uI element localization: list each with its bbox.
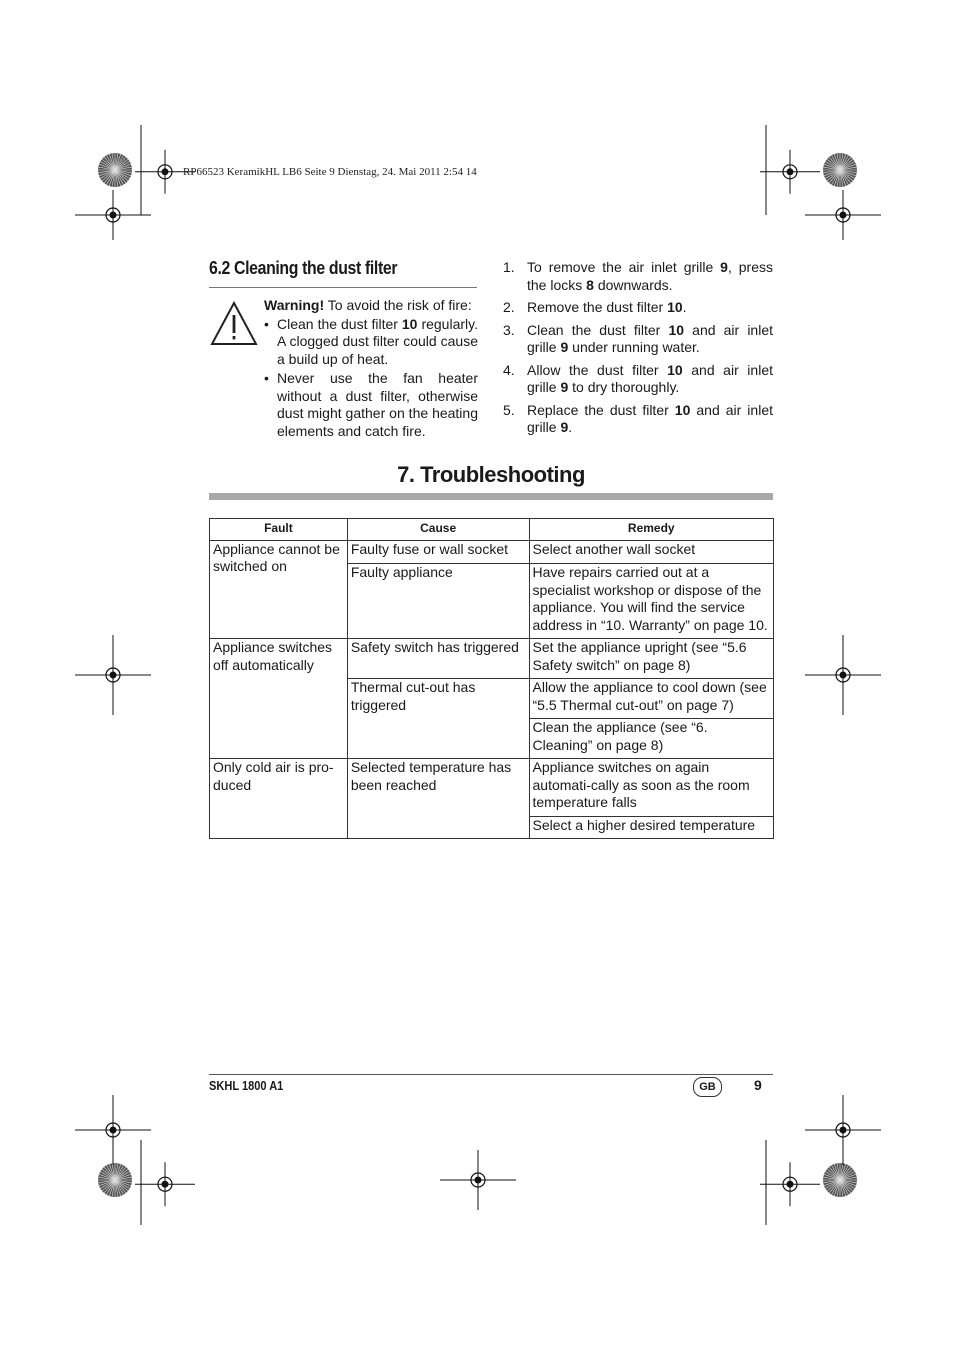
cause-cell: Thermal cut-out has triggered <box>347 679 529 759</box>
step-text: . <box>682 299 687 315</box>
crop-mark-bottom-center <box>440 1150 516 1210</box>
cause-cell: Safety switch has triggered <box>347 639 529 679</box>
rosette-mark-bottom-right <box>820 1160 860 1200</box>
cause-cell: Faulty appliance <box>347 564 529 639</box>
cause-cell: Selected temperature has been reached <box>347 759 529 839</box>
step-part-number: 9 <box>720 259 728 275</box>
step-number: 1. <box>503 259 515 275</box>
step-number: 2. <box>503 299 515 315</box>
step-part-number: 10 <box>667 361 683 378</box>
step-text: To remove the air inlet grille <box>527 259 721 275</box>
remedy-cell: Select a higher desired temperature <box>529 816 774 839</box>
step-text: Remove the dust filter <box>527 299 668 315</box>
bullet-text: Never use the fan heater without a dust filter, otherwise dust might gather on the heating elements and catch fire. <box>277 370 478 439</box>
remedy-cell: Select another wall socket <box>529 540 774 564</box>
step-part-number: 10 <box>667 299 683 315</box>
cleaning-step <box>503 402 773 437</box>
remedy-cell: Appliance switches on again automati-cally as soon as the room temperature falls <box>529 759 774 817</box>
warning-bullet <box>264 316 478 369</box>
language-badge: GB <box>693 1077 722 1097</box>
cleaning-step <box>503 299 773 317</box>
step-part-number: 10 <box>674 401 691 418</box>
remedy-cell: Clean the appliance (see “6. Cleaning” on page 8) <box>529 719 774 759</box>
step-number: 4. <box>503 361 515 378</box>
cleaning-steps-list <box>503 259 773 442</box>
bullet-text: Clean the dust filter <box>277 315 402 332</box>
cleaning-step <box>503 322 773 357</box>
crop-mark-left-lower <box>75 1095 151 1165</box>
fault-cell: Appliance switches off automatically <box>210 639 348 759</box>
section-divider <box>209 287 477 288</box>
rosette-mark-bottom-left <box>95 1160 135 1200</box>
step-part-number: 9 <box>560 379 569 395</box>
fault-cell: Only cold air is pro-duced <box>210 759 348 839</box>
warning-bullet <box>264 370 478 440</box>
warning-text: To avoid the risk of fire: <box>324 297 472 313</box>
crop-mark-right-upper <box>805 190 881 240</box>
fault-cell: Appliance cannot be switched on <box>210 540 348 639</box>
crop-mark-left-upper <box>75 190 151 240</box>
cleaning-step <box>503 362 773 397</box>
step-part-number: 9 <box>560 419 569 435</box>
rosette-mark-top-right <box>820 150 860 190</box>
troubleshooting-title: 7. Troubleshooting <box>397 462 585 487</box>
column-header-fault: Fault <box>210 519 348 541</box>
step-text: downwards. <box>593 276 673 293</box>
step-text: and air inlet grille <box>527 401 773 435</box>
step-part-number: 10 <box>668 321 685 338</box>
bullet-part-number: 10 <box>401 315 418 332</box>
table-header-row <box>210 519 774 541</box>
warning-block <box>264 297 478 442</box>
troubleshooting-table <box>209 518 774 839</box>
footer-divider <box>209 1074 773 1075</box>
table-row <box>210 639 774 679</box>
column-header-cause: Cause <box>347 519 529 541</box>
step-number: 3. <box>503 321 515 338</box>
cleaning-step <box>503 259 773 294</box>
warning-triangle-icon <box>210 300 258 346</box>
crop-mark-left-middle <box>75 635 151 715</box>
cause-cell: Faulty fuse or wall socket <box>347 540 529 564</box>
rosette-mark-top-left <box>95 150 135 190</box>
step-text: and air inlet grille <box>527 361 773 395</box>
warning-bullet-list <box>264 316 478 441</box>
step-text: and air inlet grille <box>527 321 773 355</box>
step-text: . <box>568 419 573 435</box>
bullet-text: regularly. A clogged dust filter could cause a build up of heat. <box>277 315 478 367</box>
step-text: under running water. <box>568 339 700 355</box>
remedy-cell: Set the appliance upright (see “5.6 Safety switch” on page 8) <box>529 639 774 679</box>
step-part-number: 8 <box>586 276 594 293</box>
bullet-marker: • <box>264 370 269 386</box>
crop-mark-right-lower <box>805 1095 881 1165</box>
model-number: SKHL 1800 A1 <box>209 1078 284 1093</box>
step-number: 5. <box>503 401 515 418</box>
step-text: Allow the dust filter <box>527 361 668 378</box>
troubleshooting-divider <box>209 493 773 500</box>
table-row <box>210 759 774 817</box>
section-title: 6.2 Cleaning the dust filter <box>209 258 398 278</box>
step-part-number: 9 <box>560 339 569 355</box>
step-text: Replace the dust filter <box>527 401 675 418</box>
warning-heading <box>264 297 478 315</box>
step-text: Clean the dust filter <box>527 321 669 338</box>
remedy-cell: Allow the appliance to cool down (see “5.5 Thermal cut-out” on page 7) <box>529 679 774 719</box>
step-text: to dry thoroughly. <box>568 379 680 395</box>
print-info: RP66523 KeramikHL LB6 Seite 9 Dienstag, 24. Mai 2011 2:54 14 <box>183 166 477 178</box>
table-row <box>210 540 774 564</box>
bullet-marker: • <box>264 315 269 332</box>
page-number: 9 <box>754 1077 762 1093</box>
remedy-cell: Have repairs carried out at a specialist workshop or dispose of the appliance. You will find the service address in “10. Warranty” on page 10. <box>529 564 774 639</box>
warning-label: Warning! <box>264 297 325 313</box>
step-text: , press the locks <box>527 259 773 293</box>
column-header-remedy: Remedy <box>529 519 774 541</box>
crop-mark-right-middle <box>805 635 881 715</box>
